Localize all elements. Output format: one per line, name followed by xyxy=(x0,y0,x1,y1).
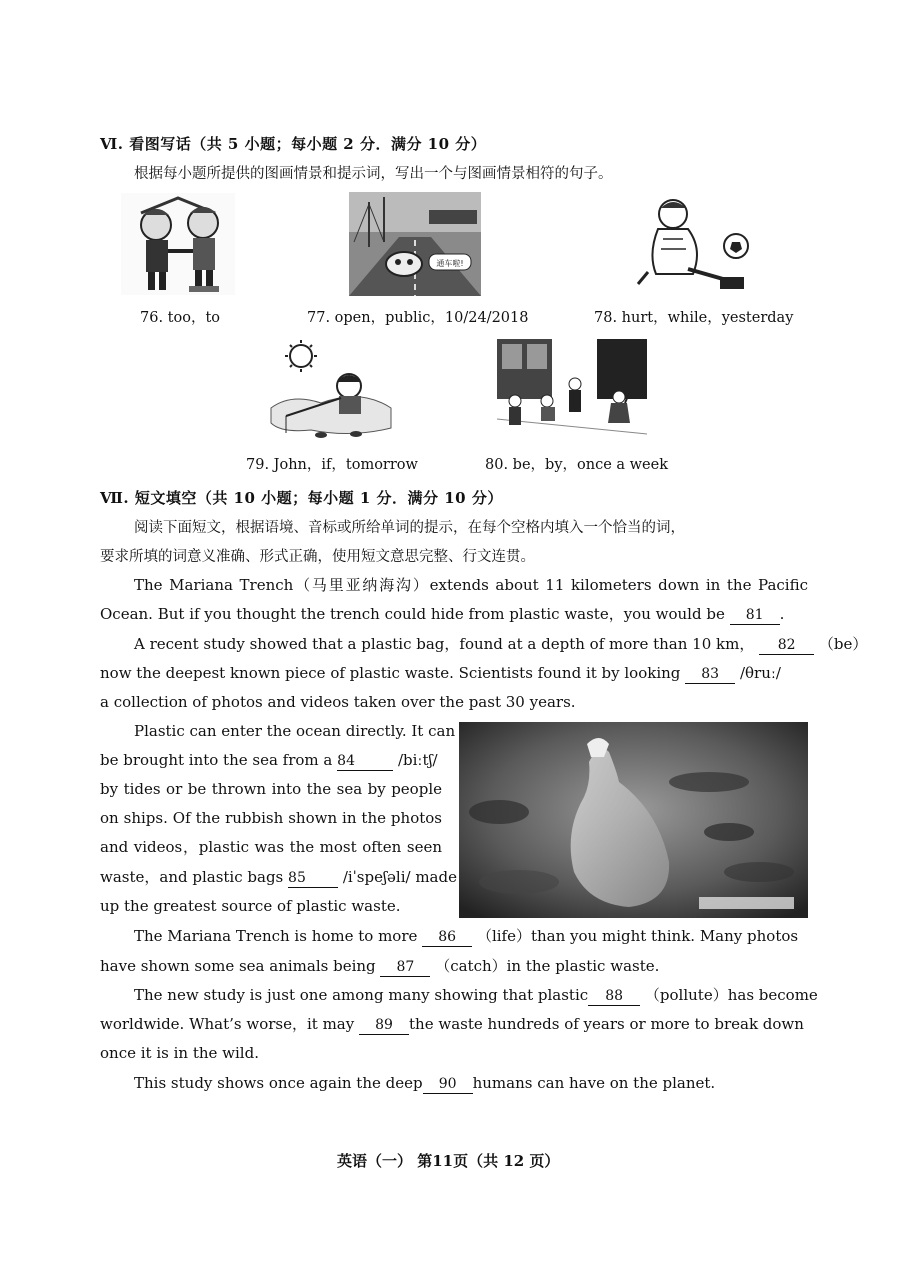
caption-80: 80. be，by，once a week xyxy=(485,457,668,473)
blank-89[interactable]: 89 xyxy=(359,1017,409,1035)
passage-p3-line-6: waste，and plastic bags 85 /iˈspeʃəli/ made xyxy=(100,868,457,886)
passage-p2-line-2: now the deepest known piece of plastic waste. Scientists found it by looking 83 /θruː/ xyxy=(100,664,781,682)
passage-p6-line-1: This study shows once again the deep 90 humans can have on the planet. xyxy=(134,1074,716,1092)
section-7-instruction-line-2: 要求所填的词意义准确、形式正确，使用短文意思完整、行文连贯。 xyxy=(100,549,535,565)
passage-p4-line-2: have shown some sea animals being 87 （catch）in the plastic waste. xyxy=(100,957,660,975)
picture-80 xyxy=(497,339,647,442)
page-footer: 英语（一） 第11页（共 12 页） xyxy=(337,1152,560,1170)
blank-81[interactable]: 81 xyxy=(730,607,780,625)
passage-p1-line-1: The Mariana Trench（马里亚纳海沟）extends about 11 kilometers down in the Pacific xyxy=(134,576,808,594)
passage-p3-line-4: on ships. Of the rubbish shown in the photos xyxy=(100,809,442,827)
boy-hurt-playing-football-icon xyxy=(628,194,750,296)
passage-p5-line-3: once it is in the wild. xyxy=(100,1044,259,1062)
plastic-bag-on-seafloor-photo-icon xyxy=(459,722,808,918)
picture-76 xyxy=(121,193,235,295)
section-7-heading: Ⅶ. 短文填空（共 10 小题；每小题 1 分．满分 10 分） xyxy=(100,489,503,507)
blank-90[interactable]: 90 xyxy=(423,1076,473,1094)
passage-p2-line-3: a collection of photos and videos taken over the past 30 years. xyxy=(100,693,576,711)
blank-84[interactable]: 84 xyxy=(337,753,393,771)
section-6-instruction: 根据每小题所提供的图画情景和提示词，写出一个与图画情景相符的句子。 xyxy=(134,166,613,182)
caption-77: 77. open，public，10/24/2018 xyxy=(307,310,529,326)
passage-p3-line-1: Plastic can enter the ocean directly. It can xyxy=(134,722,456,740)
seafloor-photo xyxy=(459,722,808,918)
blank-87[interactable]: 87 xyxy=(380,959,430,977)
blank-88[interactable]: 88 xyxy=(588,988,640,1006)
blank-86[interactable]: 86 xyxy=(422,929,472,947)
passage-p3-line-2: be brought into the sea from a 84 /biːtʃ/ xyxy=(100,751,438,769)
two-kids-shaking-hands-icon xyxy=(121,193,235,295)
passage-p3-line-5: and videos，plastic was the most often seen xyxy=(100,838,442,856)
section-6-heading: Ⅵ. 看图写话（共 5 小题；每小题 2 分．满分 10 分） xyxy=(100,135,487,153)
passage-p4-line-1: The Mariana Trench is home to more 86 （life）than you might think. Many photos xyxy=(134,927,799,945)
passage-p1-line-2: Ocean. But if you thought the trench could hide from plastic waste，you would be 81 . xyxy=(100,605,785,623)
caption-78: 78. hurt，while，yesterday xyxy=(594,310,794,326)
boy-fishing-sunny-day-icon xyxy=(261,338,398,442)
section-7-instruction-line-1: 阅读下面短文，根据语境、音标或所给单词的提示，在每个空格内填入一个恰当的词， xyxy=(134,520,685,536)
passage-p5-line-1: The new study is just one among many showing that plastic 88 （pollute）has become xyxy=(134,986,818,1004)
passage-p3-line-7: up the greatest source of plastic waste. xyxy=(100,897,401,915)
car-on-bridge-icon xyxy=(349,192,481,296)
passage-p2-line-1: A recent study showed that a plastic bag，found at a depth of more than 10 km， 82 （be） xyxy=(134,635,868,653)
blank-85[interactable]: 85 xyxy=(288,870,338,888)
picture-77 xyxy=(349,192,481,296)
picture-79 xyxy=(261,338,398,442)
passage-p5-line-2: worldwide. What’s worse，it may 89 the waste hundreds of years or more to break down xyxy=(100,1015,804,1033)
caption-79: 79. John，if，tomorrow xyxy=(246,457,418,473)
passage-p3-line-3: by tides or be thrown into the sea by people xyxy=(100,780,442,798)
caption-76: 76. too，to xyxy=(140,310,221,326)
blank-83[interactable]: 83 xyxy=(685,666,735,684)
picture-78 xyxy=(628,194,750,296)
children-cleaning-street-icon xyxy=(497,339,647,442)
sign-text: 通车啦! xyxy=(436,259,464,268)
blank-82[interactable]: 82 xyxy=(759,637,814,655)
